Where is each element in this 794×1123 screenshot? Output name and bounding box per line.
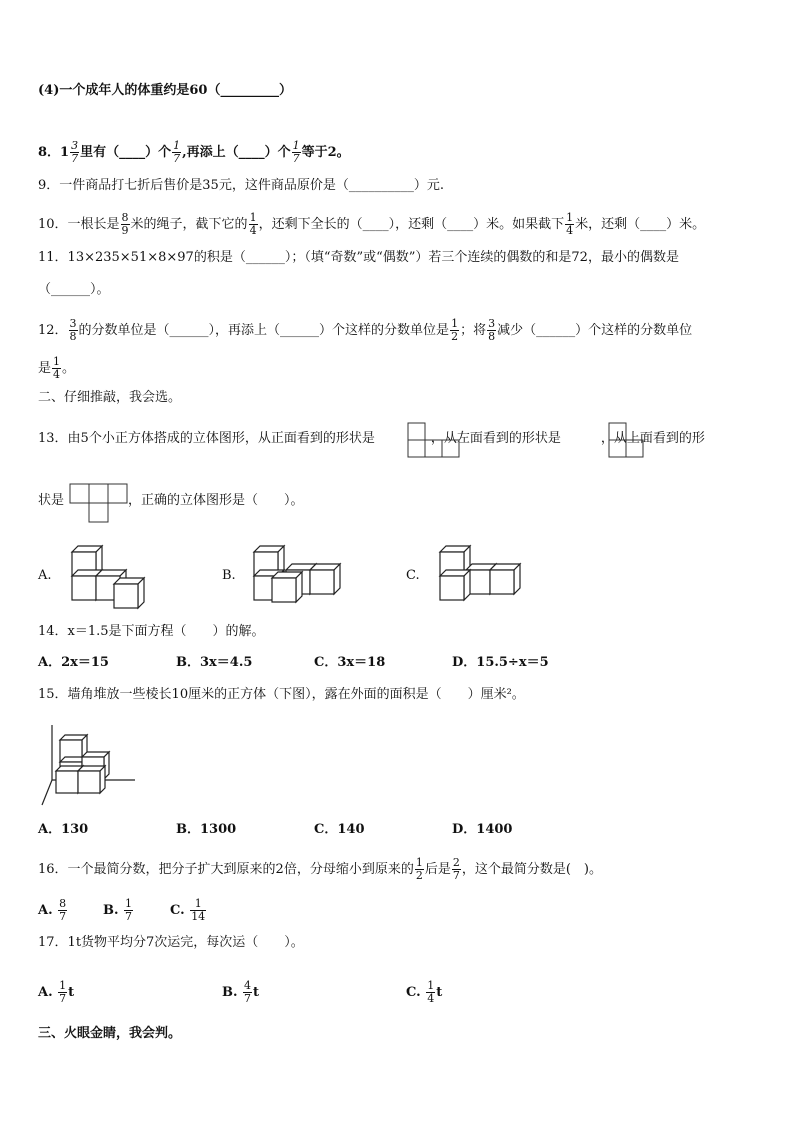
q13-option-a-label[interactable]: A. (38, 568, 52, 583)
q15-option-c[interactable]: C．140 (314, 822, 365, 837)
fraction: $\frac{1}{7}$ (125, 897, 133, 923)
q17-option-a[interactable]: A. $\frac{1}{7}$ t (38, 979, 75, 1005)
cube (490, 564, 520, 594)
left-view-figure (607, 421, 647, 461)
q14-option-b[interactable]: B．3x＝4.5 (176, 655, 253, 670)
section-2-heading: 二、仔细推敲，我会选。 (38, 390, 182, 405)
section-3-heading: 三、火眼金睛，我会判。 (38, 1026, 182, 1041)
q16-option-a[interactable]: A. $\frac{8}{7}$ (38, 897, 67, 923)
question-9: 9．一件商品打七折后售价是35元，这件商品原价是（__________）元. (38, 178, 444, 193)
cube (114, 578, 144, 608)
question-15: 15．墙角堆放一些棱长10厘米的正方体（下图），露在外面的面积是（ ）厘米²。 (38, 687, 525, 702)
wall-edge (42, 780, 52, 805)
q13-option-c-figure (432, 540, 532, 610)
fraction: $\frac{3}{8}$ (69, 317, 77, 343)
q15-option-b[interactable]: B．1300 (176, 822, 237, 837)
fraction: $\frac{1}{4}$ (427, 979, 435, 1005)
q15-option-a[interactable]: A．130 (38, 822, 89, 837)
question-13-cont: 状是 ，正确的立体图形是（ ）。 (38, 493, 304, 508)
q15-corner-cubes-figure (40, 725, 150, 810)
q13-option-b-figure (248, 540, 338, 610)
fraction: $\frac{1}{4}$ (566, 211, 574, 237)
q13-option-c-label[interactable]: C. (406, 568, 420, 583)
fraction: $\frac{1}{7}$ (292, 139, 300, 165)
q14-option-c[interactable]: C．3x＝18 (314, 655, 386, 670)
q17-option-b[interactable]: B. $\frac{4}{7}$ t (222, 979, 260, 1005)
q17-option-c[interactable]: C. $\frac{1}{4}$ t (406, 979, 443, 1005)
question-14: 14．x＝1.5是下面方程（ ）的解。 (38, 624, 265, 639)
q7-part4: (4)一个成年人的体重约是60（_________） (38, 83, 292, 98)
question-12: 12． $\frac{3}{8}$ 的分数单位是（______），再添上（______）个这样的分数单位是 $\frac{1}{2}$ ；将 $\frac{3}{8}$ 减少（______）个这样的分数单位 (38, 317, 693, 343)
fraction: $\frac{1}{7}$ (59, 979, 67, 1005)
fraction: $\frac{8}{9}$ (121, 211, 129, 237)
q15-option-d[interactable]: D．1400 (452, 822, 513, 837)
fraction: $\frac{1}{2}$ (451, 317, 459, 343)
cube (440, 570, 470, 600)
cube (272, 572, 302, 602)
question-16: 16．一个最简分数，把分子扩大到原来的2倍，分母缩小到原来的 $\frac{1}{2}$ 后是 $\frac{2}{7}$ ，这个最简分数是( )。 (38, 856, 602, 882)
q14-option-a[interactable]: A．2x＝15 (38, 655, 109, 670)
fraction: $\frac{8}{7}$ (59, 897, 67, 923)
fraction: $\frac{1}{7}$ (173, 139, 181, 165)
question-10: 10．一根长是 $\frac{8}{9}$ 米的绳子，截下它的 $\frac{1}{4}$ ，还剩下全长的（____），还剩（____）米。如果截下 $\frac{1}{4}$ 米，还剩（____）米。 (38, 211, 706, 237)
q14-option-d[interactable]: D．15.5÷x＝5 (452, 655, 549, 670)
cube (310, 564, 340, 594)
q16-option-c[interactable]: C. $\frac{1}{14}$ (170, 897, 206, 923)
q13-option-b-label[interactable]: B. (222, 568, 236, 583)
fraction: $\frac{3}{7}$ (71, 139, 79, 165)
q16-option-b[interactable]: B. $\frac{1}{7}$ (103, 897, 133, 923)
q13-option-a-figure (66, 540, 156, 610)
fraction: $\frac{2}{7}$ (452, 856, 460, 882)
fraction: $\frac{1}{4}$ (53, 355, 61, 381)
question-13: 13．由5个小正方体搭成的立体图形，从正面看到的形状是 ，从左面看到的形状是 ，从上面看到的形 (38, 431, 705, 446)
question-11: 11．13×235×51×8×97的积是（______）；（填“奇数”或“偶数”）若三个连续的偶数的和是72，最小的偶数是 (38, 250, 679, 265)
fraction: $\frac{1}{2}$ (415, 856, 423, 882)
question-11-cont: （______）。 (38, 282, 110, 297)
front-view-figure (406, 421, 462, 461)
fraction: $\frac{1}{14}$ (191, 897, 206, 923)
cube (78, 766, 105, 793)
fraction: $\frac{1}{4}$ (249, 211, 257, 237)
question-12-cont: 是 $\frac{1}{4}$ 。 (38, 355, 76, 381)
top-view-figure (68, 482, 130, 524)
question-17: 17．1t货物平均分7次运完，每次运（ ）。 (38, 935, 304, 950)
fraction: $\frac{4}{7}$ (244, 979, 252, 1005)
fraction: $\frac{3}{8}$ (488, 317, 496, 343)
question-8: 8．1 $\frac{3}{7}$ 里有（____）个 $\frac{1}{7}$ ,再添上（____）个 $\frac{1}{7}$ 等于2。 (38, 139, 350, 165)
